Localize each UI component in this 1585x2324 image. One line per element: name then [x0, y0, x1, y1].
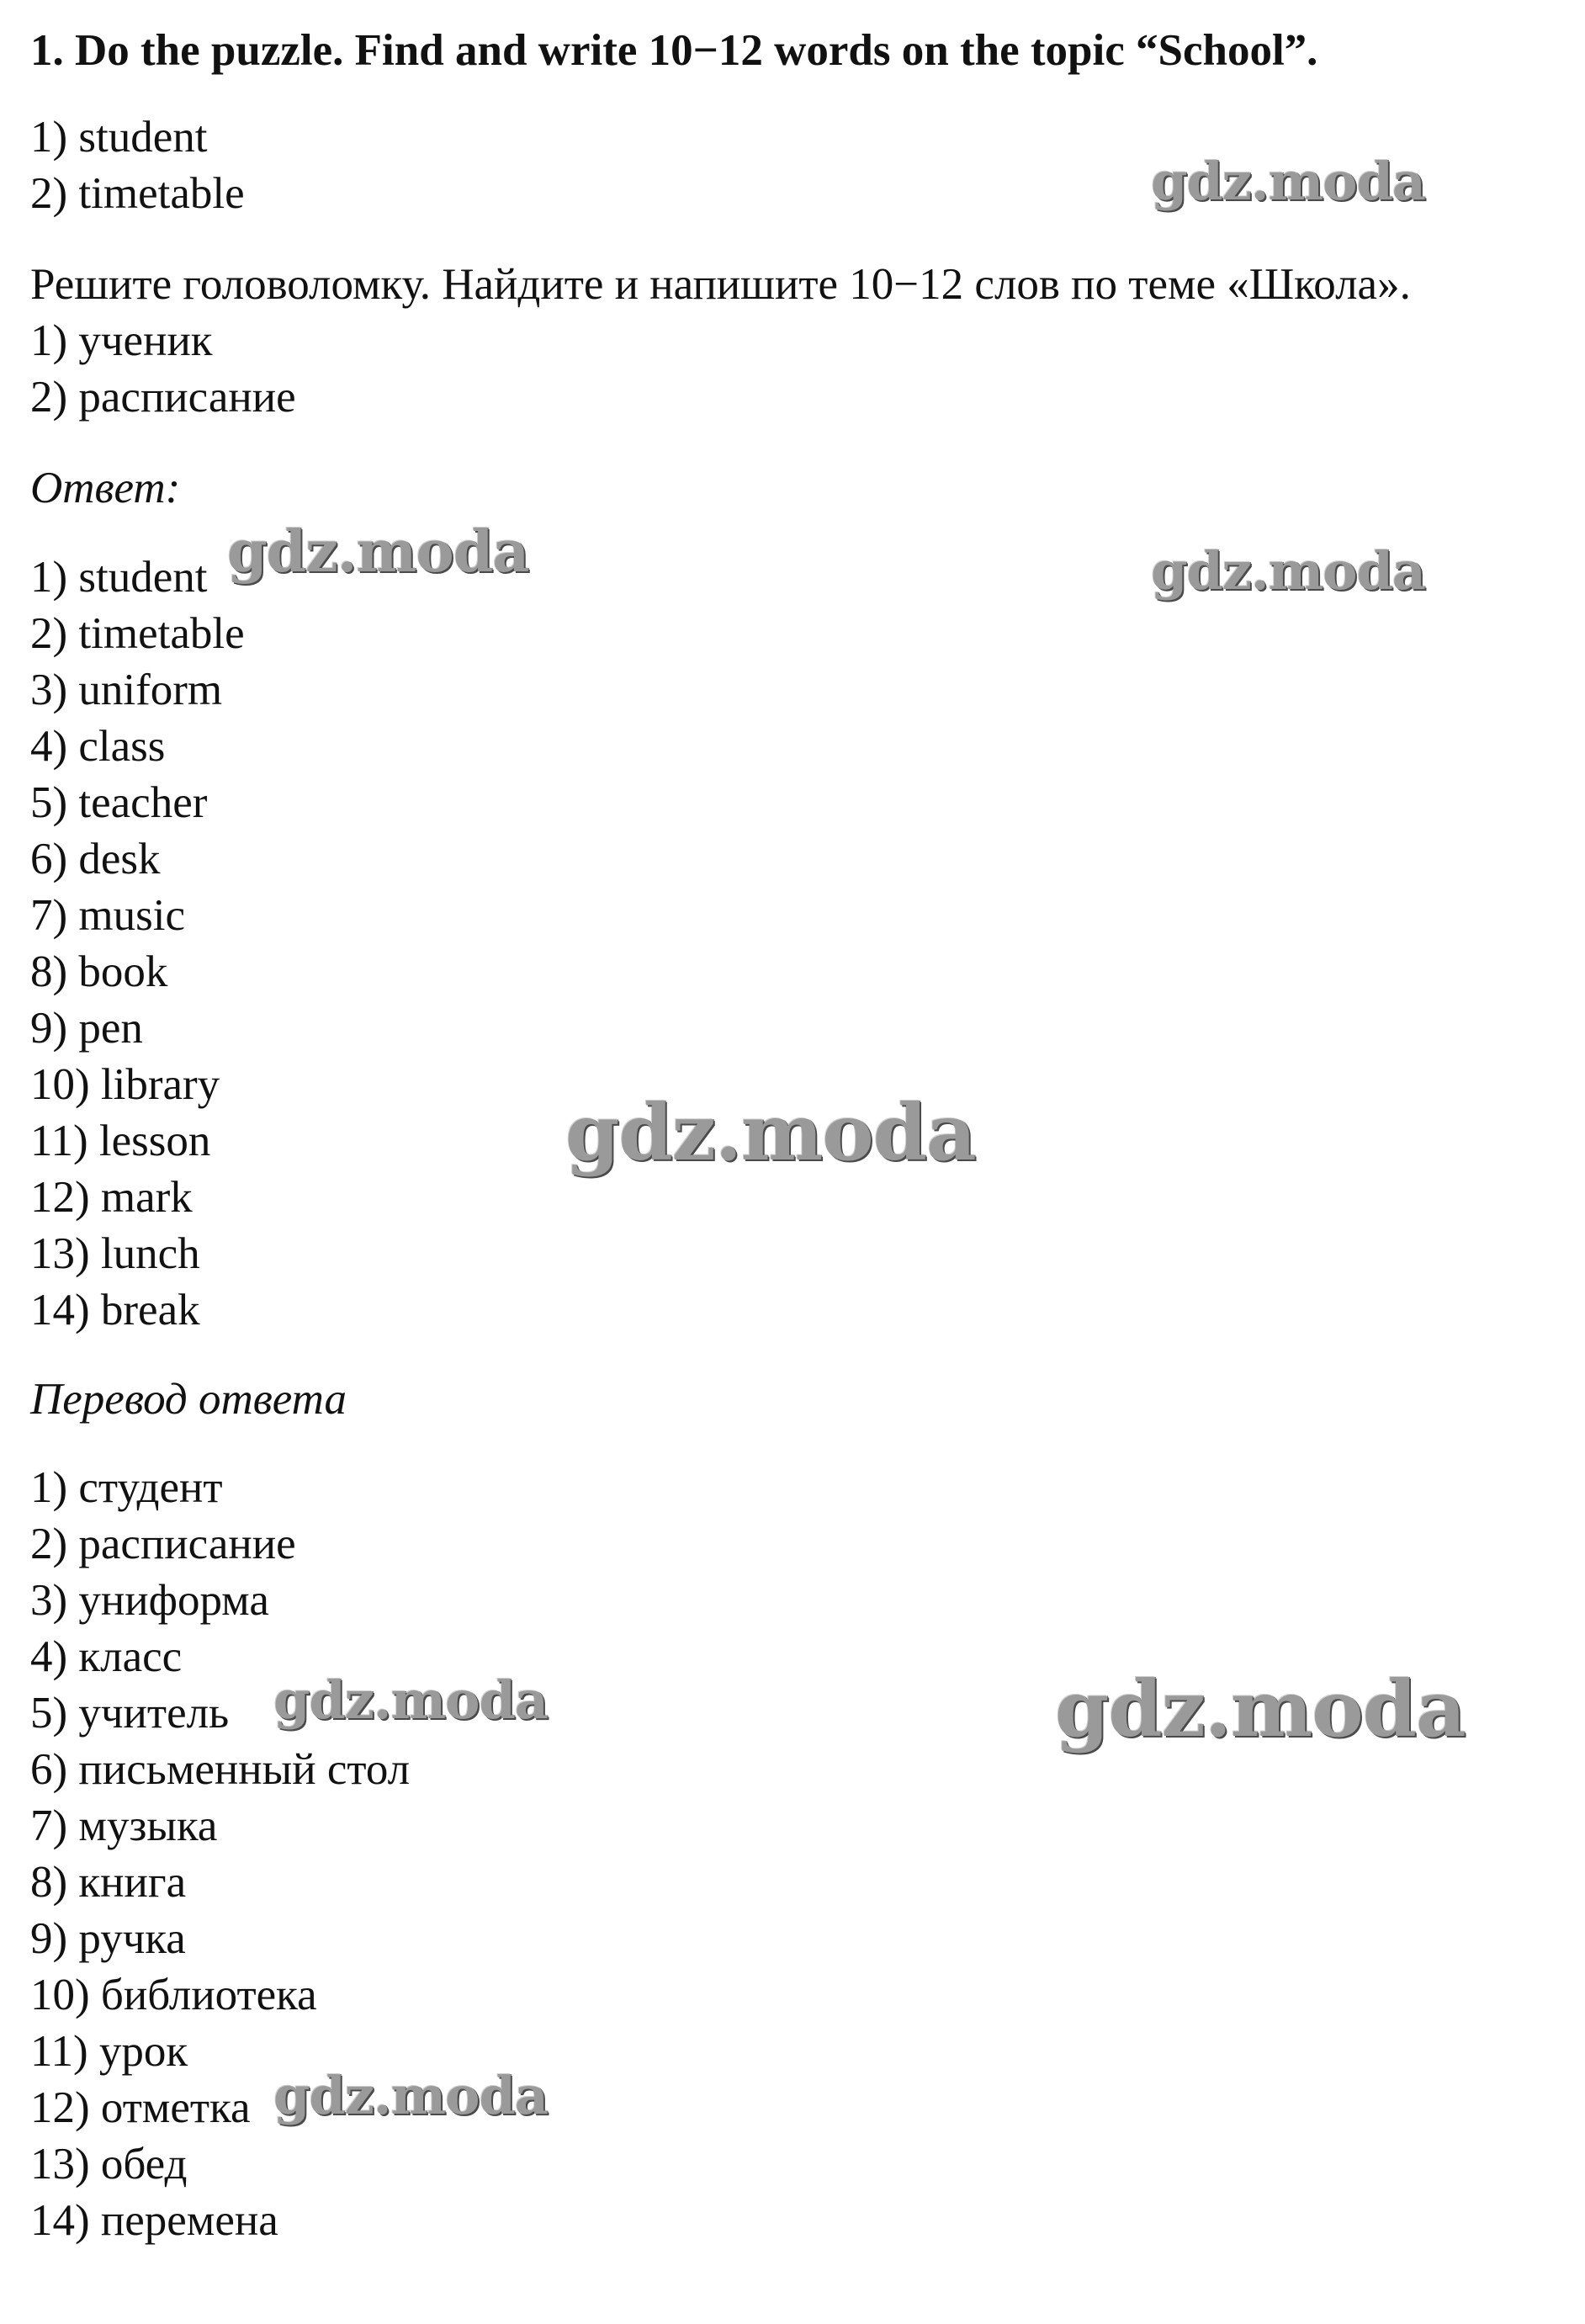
watermark: gdz.moda [565, 1087, 976, 1178]
translation-item: 14) перемена [30, 2196, 278, 2245]
translation-item: 10) библиотека [30, 1971, 317, 2019]
answer-item: 5) teacher [30, 778, 208, 827]
translation-item: 6) письменный стол [30, 1745, 411, 1794]
translation-item: 1) студент [30, 1463, 223, 1512]
watermark: gdz.moda [1055, 1663, 1466, 1754]
answer-item: 9) pen [30, 1004, 143, 1053]
answer-item: 11) lesson [30, 1117, 211, 1165]
translation-item: 5) учитель [30, 1689, 230, 1738]
task-title: 1. Do the puzzle. Find and write 10−12 words on the topic “School”. [30, 26, 1318, 75]
translation-item: 3) униформа [30, 1576, 269, 1625]
translation-item: 2) расписание [30, 1520, 296, 1568]
example-en-1: 1) student [30, 113, 208, 162]
answer-item: 1) student [30, 553, 208, 602]
example-en-2: 2) timetable [30, 169, 245, 218]
translation-item: 4) класс [30, 1632, 183, 1681]
answer-item: 2) timetable [30, 609, 245, 658]
watermark: gdz.moda [227, 518, 529, 586]
answer-item: 13) lunch [30, 1229, 200, 1278]
translation-item: 9) ручка [30, 1914, 186, 1963]
watermark: gdz.moda [273, 1669, 548, 1731]
example-ru-2: 2) расписание [30, 373, 296, 422]
instruction-ru: Решите головоломку. Найдите и напишите 10−12 слов по теме «Школа». [30, 260, 1411, 309]
answer-item: 8) book [30, 947, 168, 996]
translation-item: 11) урок [30, 2027, 188, 2076]
answer-item: 12) mark [30, 1173, 193, 1222]
answer-item: 10) library [30, 1060, 220, 1109]
watermark: gdz.moda [1151, 540, 1425, 602]
translation-label: Перевод ответа [30, 1375, 347, 1424]
example-ru-1: 1) ученик [30, 316, 213, 365]
translation-item: 7) музыка [30, 1801, 218, 1850]
answer-item: 6) desk [30, 835, 161, 883]
watermark: gdz.moda [1151, 151, 1425, 212]
answer-item: 4) class [30, 722, 166, 771]
watermark: gdz.moda [273, 2065, 548, 2126]
answer-item: 3) uniform [30, 666, 223, 714]
answer-item: 14) break [30, 1286, 200, 1334]
answer-item: 7) music [30, 891, 185, 940]
translation-item: 13) обед [30, 2140, 188, 2189]
translation-item: 12) отметка [30, 2083, 251, 2132]
translation-item: 8) книга [30, 1858, 187, 1907]
answer-label: Ответ: [30, 464, 181, 512]
